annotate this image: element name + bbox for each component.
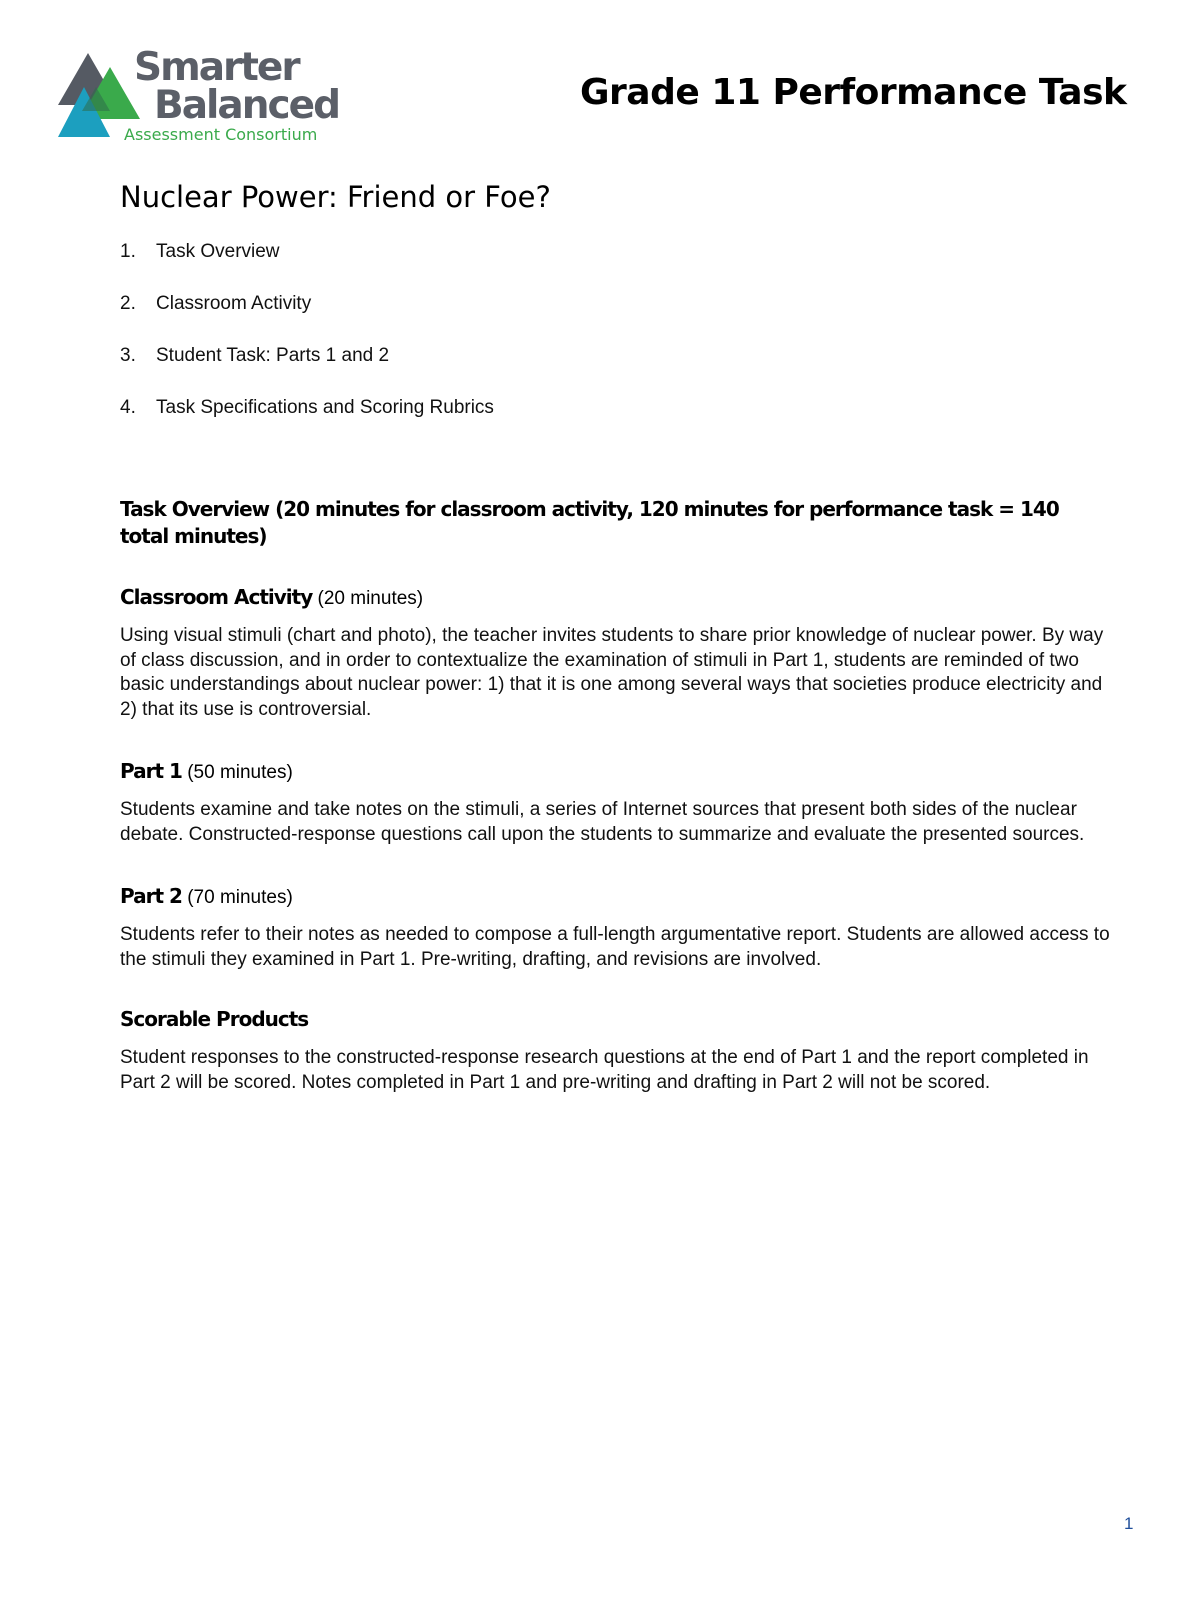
toc-item — [120, 342, 1110, 394]
section-heading — [120, 758, 1110, 786]
section-heading-title: Part 2 — [120, 884, 182, 908]
toc-item-label: Classroom Activity — [156, 293, 312, 314]
section-body: Students refer to their notes as needed to compose a full-length argumentative report. Students are allowed access to the stimuli they examined in Part 1. Pre-writing, drafting, and revisions are involved. — [120, 924, 1110, 970]
page-number: 1 — [1124, 1514, 1134, 1533]
section-part-2 — [120, 883, 1110, 972]
section-part-1 — [120, 758, 1110, 847]
section-body: Student responses to the constructed-response research questions at the end of Part 1 and the report completed in Part 2 will be scored. Notes completed in Part 1 and pre-writing and drafting in Part 2 will not be scored. — [120, 1047, 1089, 1093]
toc-item-number: 4. — [120, 397, 136, 418]
toc-item-label: Task Overview — [156, 241, 280, 262]
toc-item-number: 1. — [120, 241, 136, 262]
toc-item-label: Task Specifications and Scoring Rubrics — [156, 397, 494, 418]
toc-item — [120, 238, 1110, 290]
section-heading-title: Part 1 — [120, 759, 182, 783]
smarter-balanced-logo — [58, 45, 348, 146]
header-title: Grade 11 Performance Task — [580, 72, 1127, 113]
toc-item-label: Student Task: Parts 1 and 2 — [156, 345, 390, 366]
section-heading-title: Classroom Activity — [120, 585, 313, 609]
toc-item-number: 3. — [120, 345, 136, 366]
table-of-contents — [120, 238, 1110, 446]
logo-word-balanced: Balanced — [154, 83, 339, 128]
logo-subtitle: Assessment Consortium — [124, 125, 318, 144]
logo-word-smarter: Smarter — [134, 45, 299, 90]
section-scorable-products — [120, 1006, 1110, 1095]
toc-item-number: 2. — [120, 293, 136, 314]
toc-item — [120, 394, 1110, 446]
section-body: Students examine and take notes on the stimuli, a series of Internet sources that present both sides of the nuclear debate. Constructed-response questions call upon the students to summarize and evaluate the presented sources. — [120, 799, 1085, 845]
section-body: Using visual stimuli (chart and photo), the teacher invites students to share prior knowledge of nuclear power. By way of class discussion, and in order to contextualize the examination of stimuli in Part 1, students are reminded of two basic understandings about nuclear power: 1) that it is one among several ways that societies produce electricity and 2) that its use is controversial. — [120, 625, 1104, 720]
section-heading — [120, 883, 1110, 911]
document-title: Nuclear Power: Friend or Foe? — [120, 180, 551, 214]
section-duration: (70 minutes) — [187, 887, 293, 908]
section-classroom-activity — [120, 584, 1110, 722]
section-duration: (50 minutes) — [187, 762, 293, 783]
section-heading — [120, 584, 1110, 612]
section-heading — [120, 1006, 1110, 1034]
section-duration: (20 minutes) — [317, 588, 424, 609]
document-body — [120, 180, 1110, 1095]
task-overview-heading: Task Overview (20 minutes for classroom activity, 120 minutes for performance task = 140 total minutes) — [120, 497, 1059, 548]
section-heading-title: Scorable Products — [120, 1007, 309, 1031]
toc-item — [120, 290, 1110, 342]
